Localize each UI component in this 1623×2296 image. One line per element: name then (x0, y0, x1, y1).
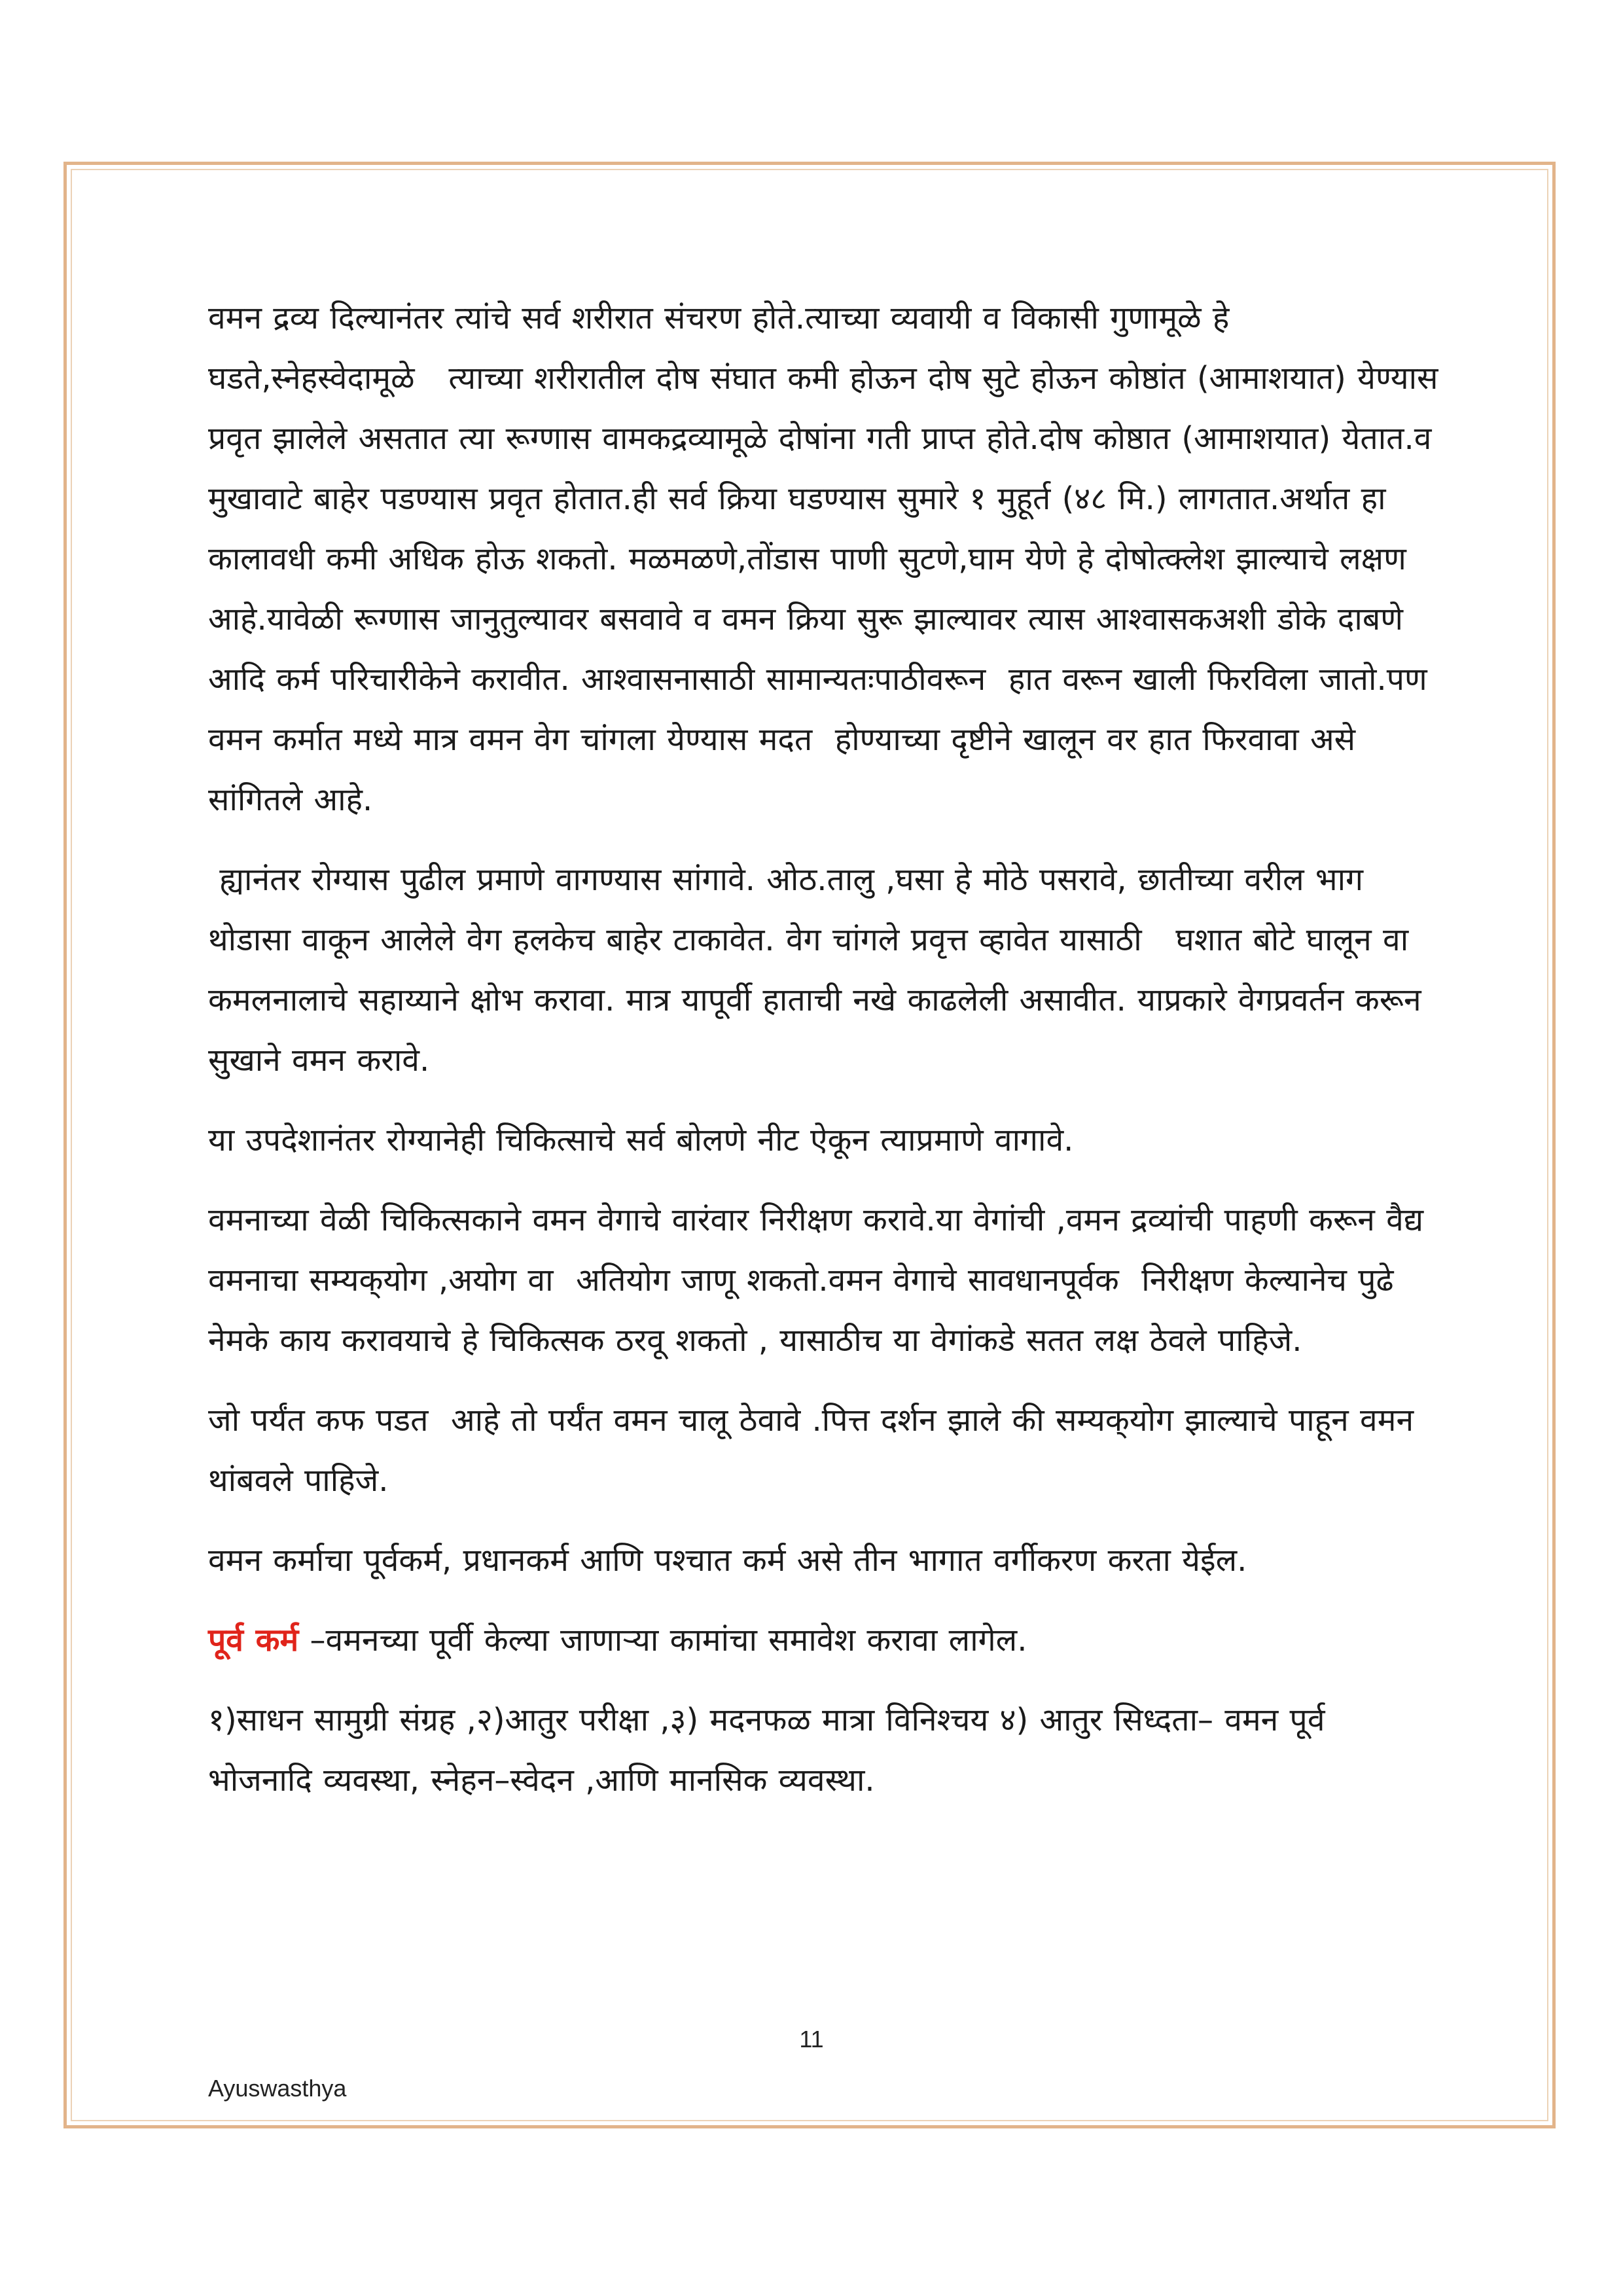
purva-karma-text: –वमनच्या पूर्वी केल्या जाणाऱ्या कामांचा समावेश करावा लागेल. (298, 1622, 1027, 1659)
document-body (208, 288, 1450, 1830)
purva-karma-heading: पूर्व कर्म (208, 1622, 299, 1659)
page-number: 11 (799, 2026, 824, 2053)
paragraph-karma-classification: वमन कर्माचा पूर्वकर्म, प्रधानकर्म आणि पश्चात कर्म असे तीन भागात वर्गीकरण करता येईल. (208, 1542, 1247, 1579)
paragraph-preparation-list: १)साधन सामुग्री संग्रह ,२)आतुर परीक्षा ,३) मदनफळ मात्रा विनिश्चय ४) आतुर सिध्दता– वमन पूर्व भोजनादि व्यवस्था, स्नेहन–स्वेदन ,आणि मानसिक व्यवस्था. (208, 1702, 1336, 1799)
paragraph-stopping-criteria: जो पर्यंत कफ पडत आहे तो पर्यंत वमन चालू ठेवावे .पित्त दर्शन झाले की सम्यक्‌योग झाल्याचे पाहून वमन थांबवले पाहिजे. (208, 1402, 1425, 1499)
purva-karma-section (208, 1610, 1438, 1670)
paragraph-patient-instructions: ह्यानंतर रोग्यास पुढील प्रमाणे वागण्यास सांगावे. ओठ.तालु ,घसा हे मोठे पसरावे, छातीच्या वरील भाग थोडासा वाकून आलेले वेग हलकेच बाहेर टाकावेत. वेग चांगले प्रवृत्त व्हावेत यासाठी घशात बोटे घालून वा कमलनालाचे सहाय्याने क्षोभ करावा. मात्र यापूर्वी हाताची नखे काढलेली असावीत. याप्रकारे वेगप्रवर्तन करून सुखाने वमन करावे. (208, 861, 1433, 1079)
footer-brand: Ayuswasthya (208, 2075, 347, 2102)
paragraph-vamana-process: वमन द्रव्य दिल्यानंतर त्यांचे सर्व शरीरात संचरण होते.त्याच्या व्यवायी व विकासी गुणामूळे हे घडते,स्नेहस्वेदामूळे त्याच्या शरीरातील दोष संघात कमी होऊन दोष सुटे होऊन कोष्ठांत (आमाशयात) येण्यास प्रवृत झालेले असतात त्या रूग्णास वामकद्रव्यामूळे दोषांना गती प्राप्त होते.दोष कोष्ठात (आमाशयात) येतात.व मुखावाटे बाहेर पडण्यास प्रवृत होतात.ही सर्व क्रिया घडण्यास सुमारे १ मुहूर्त (४८ मि.) लागतात.अर्थात हा कालावधी कमी अधिक होऊ शकतो. मळमळणे,तोंडास पाणी सुटणे,घाम येणे हे दोषोत्क्लेश झाल्याचे लक्षण आहे.यावेळी रूग्णास जानुतुल्यावर बसवावे व वमन क्रिया सुरू झाल्यावर त्यास आश्वासकअशी डोके दाबणे आदि कर्म परिचारीकेने करावीत. आश्वासनासाठी सामान्यतःपाठीवरून हात वरून खाली फिरविला जातो.पण वमन कर्मात मध्ये मात्र वमन वेग चांगला येण्यास मदत होण्याच्या दृष्टीने खालून वर हात फिरवावा असे सांगितले आहे. (208, 300, 1450, 818)
paragraph-patient-compliance: या उपदेशानंतर रोग्यानेही चिकित्साचे सर्व बोलणे नीट ऐकून त्याप्रमाणे वागावे. (208, 1122, 1074, 1158)
paragraph-physician-observation: वमनाच्या वेळी चिकित्सकाने वमन वेगाचे वारंवार निरीक्षण करावे.या वेगांची ,वमन द्रव्यांची पाहणी करून वैद्य वमनाचा सम्यक्‌योग ,अयोग वा अतियोग जाणू शकतो.वमन वेगाचे सावधानपूर्वक निरीक्षण केल्यानेच पुढे नेमके काय करावयाचे हे चिकित्सक ठरवू शकतो , यासाठीच या वेगांकडे सतत लक्ष ठेवले पाहिजे. (208, 1202, 1435, 1359)
